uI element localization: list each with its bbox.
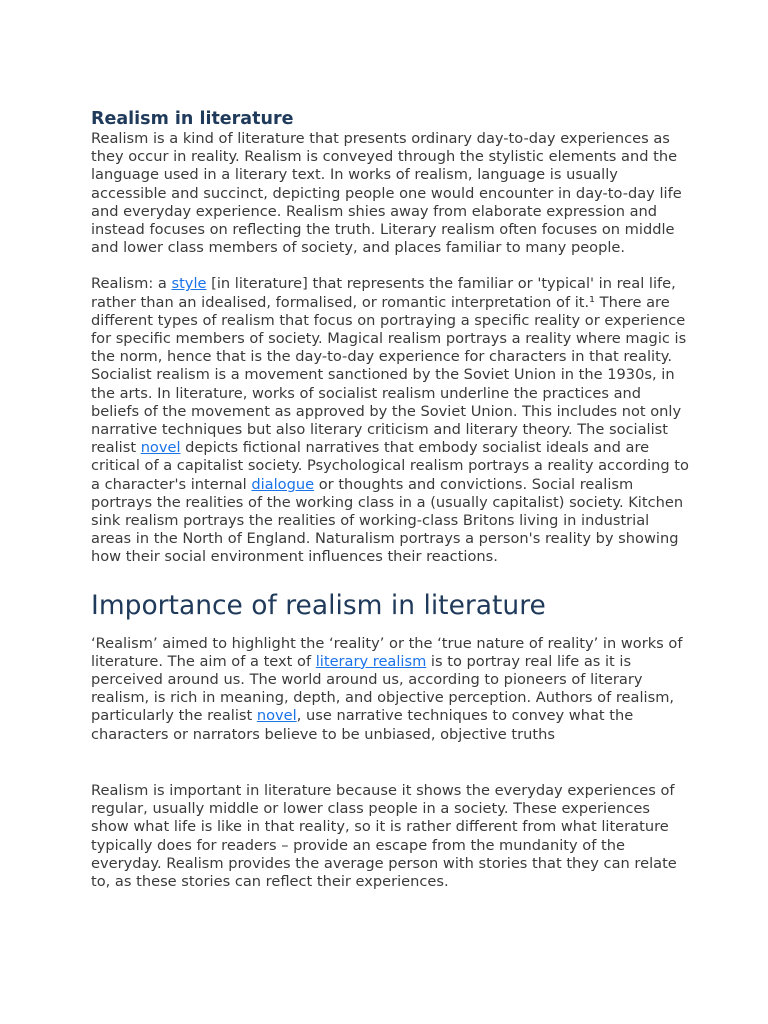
document-page	[91, 108, 691, 891]
text-run: [in literature] that represents the familiar or 'typical' in real life, rather than an idealised, formalised, or romantic interpretation of it.¹ There are different types of realism that focus on portraying a specific reality or experience for specific members of society. Magical realism portrays a reality where magic is the norm, hence that is the day-to-day experience for characters in that reality. Socialist realism is a movement sanctioned by the Soviet Union in the 1930s, in the arts. In literature, works of socialist realism underline the practices and beliefs of the movement as approved by the Soviet Union. This includes not only narrative techniques but also literary criticism and literary theory. The socialist realist	[91, 275, 687, 457]
text-run: Realism: a	[91, 275, 172, 293]
heading-spacer	[91, 623, 691, 635]
paragraph-aim-of-realism	[91, 635, 691, 744]
text-run: or thoughts and convictions. Social realism portrays the realities of the working class in a (usually capitalist) society. Kitchen sink realism portrays the realities of working-class Britons living in industrial areas in the North of England. Naturalism portrays a person's reality by showing how their social environment influences their reactions.	[91, 475, 684, 566]
text-run: , use narrative techniques to convey what the characters or narrators believe to be unbiased, objective truths	[91, 707, 634, 743]
section-spacer	[91, 567, 691, 589]
paragraph-spacer	[91, 257, 691, 275]
text-run: ‘Realism’ aimed to highlight the ‘reality’ or the ‘true nature of reality’ in works of literature. The aim of a text of	[91, 634, 683, 670]
link-dialogue[interactable]: dialogue	[251, 475, 315, 493]
text-run: depicts fictional narratives that embody socialist ideals and are critical of a capitalist society. Psychological realism portrays a reality according to a character's internal	[91, 439, 689, 493]
section-heading-importance-of-realism: Importance of realism in literature	[91, 589, 546, 621]
paragraph-importance-of-realism: Realism is important in literature because it shows the everyday experiences of regular, usually middle or lower class people in a society. These experiences show what life is like in that reality, so it is rather different from what literature typically does for readers – provide an escape from the mundanity of the everyday. Realism provides the average person with stories that they can relate to, as these stories can reflect their experiences.	[91, 781, 677, 890]
link-novel-2[interactable]: novel	[256, 707, 297, 725]
paragraph-types-of-realism	[91, 275, 691, 566]
paragraph-realism-definition: Realism is a kind of literature that presents ordinary day-to-day experiences as they occur in reality. Realism is conveyed through the stylistic elements and the language used in a literary text. In works of realism, language is usually accessible and succinct, depicting people one would encounter in day-to-day life and everyday experience. Realism shies away from elaborate expression and instead focuses on reflecting the truth. Literary realism often focuses on middle and lower class members of society, and places familiar to many people.	[91, 130, 682, 257]
link-style[interactable]: style	[171, 275, 207, 293]
section-heading-realism-in-literature: Realism in literature	[91, 109, 294, 129]
text-run: is to portray real life as it is perceived around us. The world around us, according to pioneers of literary realism, is rich in meaning, depth, and objective perception. Authors of realism, particularly the realist	[91, 652, 675, 725]
link-literary-realism[interactable]: literary realism	[315, 652, 427, 670]
link-novel[interactable]: novel	[140, 439, 181, 457]
paragraph-spacer	[91, 744, 691, 782]
